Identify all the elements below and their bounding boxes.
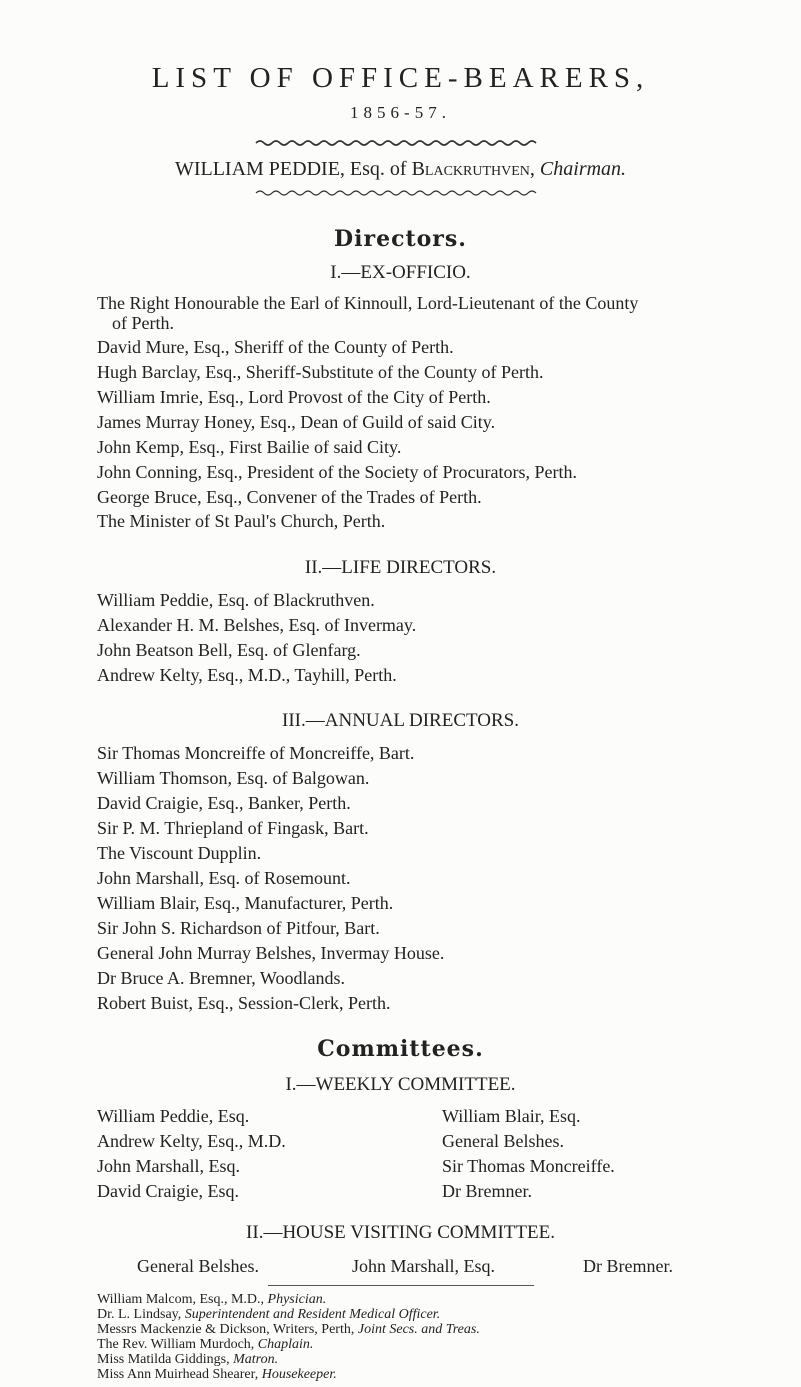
annual-director-line: Robert Buist, Esq., Session-Clerk, Perth. — [97, 993, 391, 1013]
house-committee-heading: II.—HOUSE VISITING COMMITTEE. — [246, 1222, 555, 1243]
weekly-member-right: Dr Bremner. — [442, 1181, 532, 1201]
life-director-line: Andrew Kelty, Esq., M.D., Tayhill, Perth. — [97, 665, 397, 685]
wavy-divider-top — [0, 138, 801, 148]
annual-director-line: Dr Bruce A. Bremner, Woodlands. — [97, 968, 345, 988]
officer-line: Miss Ann Muirhead Shearer, Housekeeper. — [97, 1367, 337, 1382]
ex-officio-line: George Bruce, Esq., Convener of the Trades of Perth. — [97, 487, 482, 507]
officer-line: Messrs Mackenzie & Dickson, Writers, Perth, Joint Secs. and Treas. — [97, 1322, 480, 1337]
committees-heading: Committees. — [317, 1036, 484, 1062]
wavy-divider-bottom — [0, 188, 801, 198]
annual-director-line: David Craigie, Esq., Banker, Perth. — [97, 793, 351, 813]
weekly-member-left: Andrew Kelty, Esq., M.D. — [97, 1131, 286, 1151]
ex-officio-line: David Mure, Esq., Sheriff of the County of Perth. — [97, 337, 454, 357]
officer-line: William Malcom, Esq., M.D., Physician. — [97, 1292, 327, 1307]
section-divider — [268, 1285, 534, 1286]
life-directors-heading: II.—LIFE DIRECTORS. — [304, 557, 497, 578]
officer-line: Miss Matilda Giddings, Matron. — [97, 1352, 279, 1367]
life-director-line: William Peddie, Esq. of Blackruthven. — [97, 590, 375, 610]
annual-director-line: Sir John S. Richardson of Pitfour, Bart. — [97, 918, 380, 938]
ex-officio-line: John Conning, Esq., President of the Society of Procurators, Perth. — [97, 462, 577, 482]
chairman-line — [0, 158, 801, 181]
officer-line: The Rev. William Murdoch, Chaplain. — [97, 1337, 314, 1352]
ex-officio-line: James Murray Honey, Esq., Dean of Guild of said City. — [97, 412, 496, 432]
officer-line: Dr. L. Lindsay, Superintendent and Resident Medical Officer. — [97, 1307, 441, 1322]
ex-officio-line: William Imrie, Esq., Lord Provost of the City of Perth. — [97, 387, 491, 407]
ex-officio-line: Hugh Barclay, Esq., Sheriff-Substitute of the County of Perth. — [97, 362, 544, 382]
chairman-name: WILLIAM PEDDIE, Esq. of — [174, 158, 407, 180]
annual-director-line: Sir P. M. Thriepland of Fingask, Bart. — [97, 818, 369, 838]
house-member: General Belshes. — [137, 1256, 259, 1276]
annual-director-line: The Viscount Dupplin. — [97, 843, 262, 863]
ex-officio-line: The Minister of St Paul's Church, Perth. — [97, 511, 386, 531]
years: 1856-57. — [350, 103, 451, 122]
weekly-member-left: William Peddie, Esq. — [97, 1106, 250, 1126]
annual-directors-heading: III.—ANNUAL DIRECTORS. — [282, 710, 519, 731]
chairman-role: Chairman. — [539, 158, 627, 180]
weekly-member-right: William Blair, Esq. — [442, 1106, 581, 1126]
house-member: Dr Bremner. — [583, 1256, 673, 1276]
life-director-line: John Beatson Bell, Esq. of Glenfarg. — [97, 640, 361, 660]
weekly-member-right: Sir Thomas Moncreiffe. — [442, 1156, 615, 1176]
weekly-member-right: General Belshes. — [442, 1131, 564, 1151]
annual-director-line: General John Murray Belshes, Invermay House. — [97, 943, 445, 963]
weekly-committee-heading: I.—WEEKLY COMMITTEE. — [285, 1074, 516, 1095]
ex-officio-line: of Perth. — [112, 313, 174, 333]
ex-officio-line: John Kemp, Esq., First Bailie of said City. — [97, 437, 402, 457]
ex-officio-line: The Right Honourable the Earl of Kinnoull, Lord-Lieutenant of the County — [97, 293, 639, 313]
page-title: LIST OF OFFICE-BEARERS, — [151, 62, 650, 94]
weekly-member-left: David Craigie, Esq. — [97, 1181, 239, 1201]
annual-director-line: Sir Thomas Moncreiffe of Moncreiffe, Bart. — [97, 743, 415, 763]
annual-director-line: William Blair, Esq., Manufacturer, Perth. — [97, 893, 394, 913]
house-member: John Marshall, Esq. — [352, 1256, 495, 1276]
annual-director-line: William Thomson, Esq. of Balgowan. — [97, 768, 370, 788]
chairman-place: Blackruthven, — [411, 158, 535, 180]
weekly-member-left: John Marshall, Esq. — [97, 1156, 240, 1176]
annual-director-line: John Marshall, Esq. of Rosemount. — [97, 868, 351, 888]
life-director-line: Alexander H. M. Belshes, Esq. of Invermay. — [97, 615, 417, 635]
directors-heading: Directors. — [334, 226, 467, 252]
ex-officio-heading: I.—EX-OFFICIO. — [330, 262, 471, 283]
